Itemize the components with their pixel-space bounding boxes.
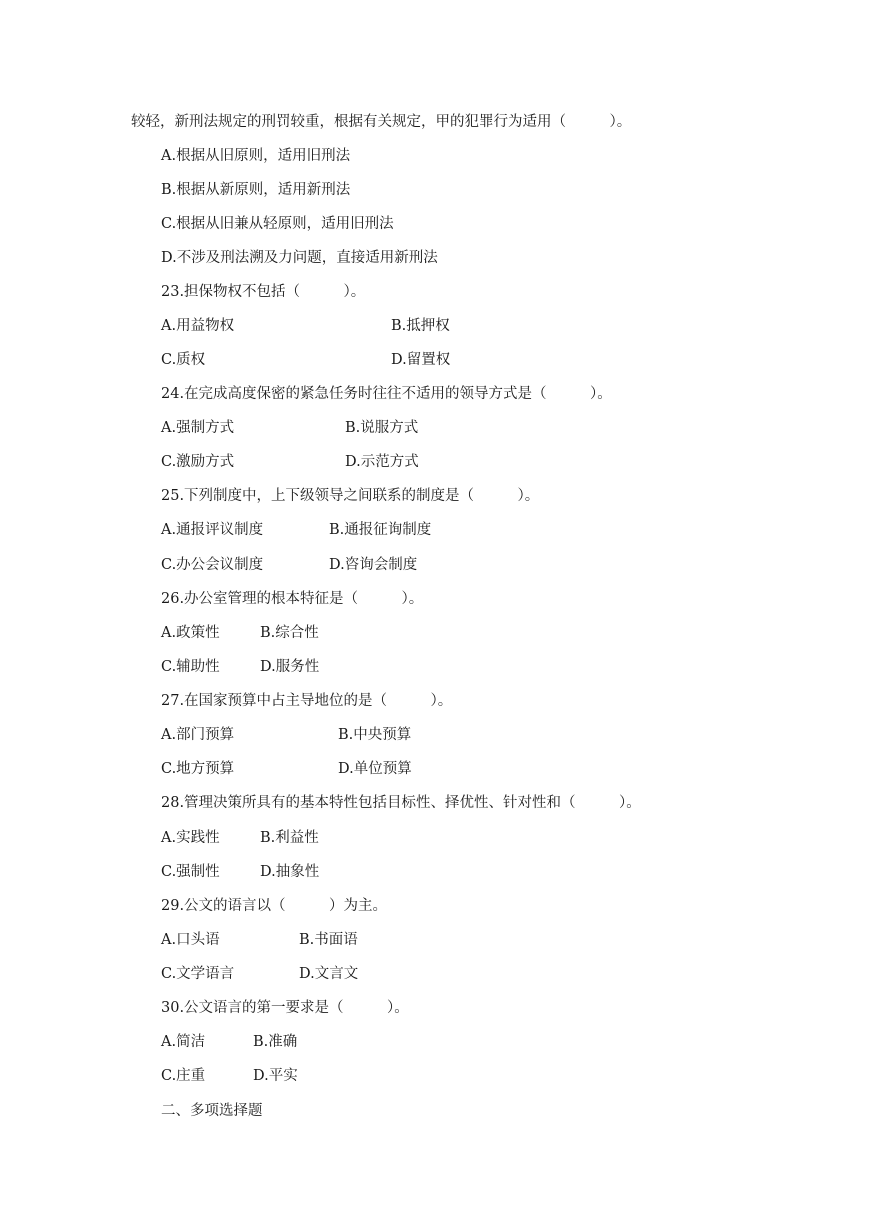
q23-option-b: B.抵押权	[391, 318, 450, 334]
q27-option-d: D.单位预算	[338, 761, 412, 777]
q27-option-a: A.部门预算	[161, 727, 235, 743]
section-heading: 二、多项选择题	[161, 1103, 263, 1119]
q30-question: 30.公文语言的第一要求是（ ）。	[161, 1000, 409, 1016]
q28-option-d: D.抽象性	[260, 864, 320, 880]
q30-option-d: D.平实	[253, 1068, 298, 1084]
q23-option-c: C.质权	[161, 352, 206, 368]
q24-option-c: C.激励方式	[161, 454, 235, 470]
q29-option-c: C.文学语言	[161, 966, 235, 982]
q29-question: 29.公文的语言以（ ）为主。	[161, 898, 388, 914]
q24-option-b: B.说服方式	[345, 420, 419, 436]
q25-option-c: C.办公会议制度	[161, 557, 264, 573]
q30-option-b: B.准确	[253, 1034, 298, 1050]
q22-option-a: A.根据从旧原则，适用旧刑法	[161, 148, 351, 164]
q30-option-c: C.庄重	[161, 1068, 206, 1084]
q23-option-a: A.用益物权	[161, 318, 235, 334]
q26-option-b: B.综合性	[260, 625, 319, 641]
q30-option-a: A.简洁	[161, 1034, 206, 1050]
q27-option-b: B.中央预算	[338, 727, 412, 743]
q28-option-b: B.利益性	[260, 830, 319, 846]
q22-option-c: C.根据从旧兼从轻原则，适用旧刑法	[161, 216, 394, 232]
q22-option-b: B.根据从新原则，适用新刑法	[161, 182, 351, 198]
q24-question: 24.在完成高度保密的紧急任务时往往不适用的领导方式是（ ）。	[161, 386, 612, 402]
q23-question: 23.担保物权不包括（ ）。	[161, 284, 366, 300]
q26-option-a: A.政策性	[161, 625, 220, 641]
q29-option-d: D.文言文	[299, 966, 359, 982]
q26-option-c: C.辅助性	[161, 659, 220, 675]
q23-option-d: D.留置权	[391, 352, 451, 368]
q28-option-c: C.强制性	[161, 864, 220, 880]
q26-option-d: D.服务性	[260, 659, 320, 675]
q24-option-d: D.示范方式	[345, 454, 419, 470]
question-22-continuation: 较轻，新刑法规定的刑罚较重，根据有关规定，甲的犯罪行为适用（ ）。	[131, 114, 632, 130]
q25-option-b: B.通报征询制度	[329, 522, 432, 538]
q26-question: 26.办公室管理的根本特征是（ ）。	[161, 591, 424, 607]
q22-option-d: D.不涉及刑法溯及力问题，直接适用新刑法	[161, 250, 438, 266]
q25-option-d: D.咨询会制度	[329, 557, 418, 573]
q25-question: 25.下列制度中，上下级领导之间联系的制度是（ ）。	[161, 488, 540, 504]
q24-option-a: A.强制方式	[161, 420, 235, 436]
q28-option-a: A.实践性	[161, 830, 220, 846]
q28-question: 28.管理决策所具有的基本特性包括目标性、择优性、针对性和（ ）。	[161, 795, 641, 811]
q27-question: 27.在国家预算中占主导地位的是（ ）。	[161, 693, 453, 709]
q25-option-a: A.通报评议制度	[161, 522, 264, 538]
q29-option-b: B.书面语	[299, 932, 358, 948]
q27-option-c: C.地方预算	[161, 761, 235, 777]
q29-option-a: A.口头语	[161, 932, 220, 948]
